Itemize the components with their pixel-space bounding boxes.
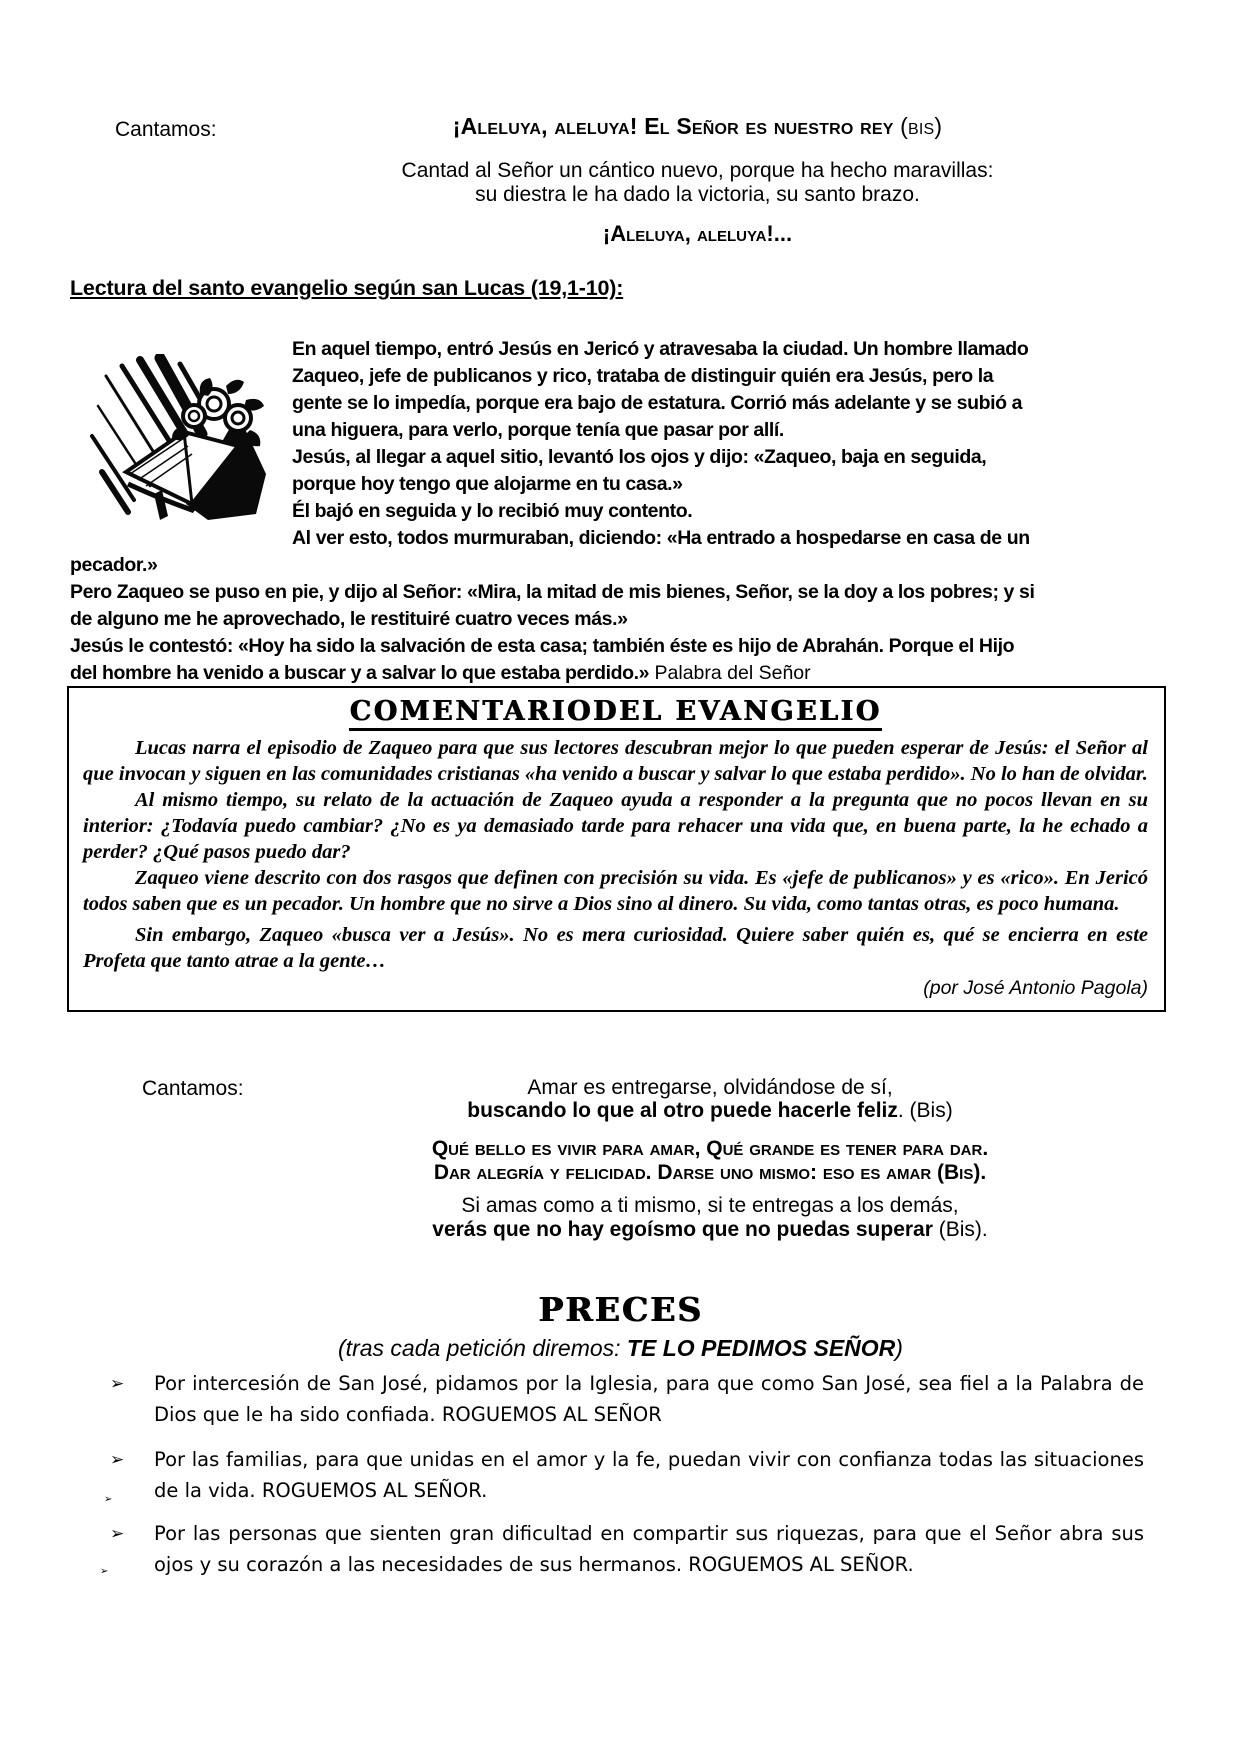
preces-instruction xyxy=(0,1335,1241,1362)
song1-title-text: ¡Aleluya, aleluya! El Señor es nuestro rey xyxy=(452,113,894,139)
arrowhead-bullet-icon: ➢ xyxy=(110,1450,125,1470)
song1-verse-line1: Cantad al Señor un cántico nuevo, porque ha hecho maravillas: xyxy=(401,159,994,182)
preces-list xyxy=(108,1368,1144,1594)
gospel-paragraph-5: Pero Zaqueo se puso en pie, y dijo al Señor: «Mira, la mitad de mis bienes, Señor, se la doy a los pobres; y si de alguno me he aprovechado, le restituiré cuatro veces más.» xyxy=(70,581,1035,630)
commentary-box xyxy=(67,686,1166,1012)
petition-text-3: Por las personas que sienten gran dificultad en compartir sus riquezas, para que el Señor abra sus ojos y su corazón a las necesidades de sus hermanos. ROGUEMOS AL SEÑOR. xyxy=(154,1522,1144,1576)
stray-arrowhead-bullet-icon: ➢ xyxy=(104,1494,113,1505)
stray-arrowhead-bullet-icon: ➢ xyxy=(100,1566,109,1577)
commentary-paragraph-4: Sin embargo, Zaqueo «busca ver a Jesús». No es mera curiosidad. Quiere saber quién es, qué se encierra en este Profeta que tanto atrae a la gente… xyxy=(83,924,1148,972)
preces-title: PRECES xyxy=(538,1290,703,1329)
preces-instruction-suffix: ) xyxy=(895,1335,903,1361)
gospel-body xyxy=(70,336,1035,687)
petition-item-1 xyxy=(108,1368,1144,1430)
petition-text-2: Por las familias, para que unidas en el amor y la fe, puedan vivir con confianza todas las situaciones de la vida. ROGUEMOS AL SEÑOR. xyxy=(154,1448,1144,1502)
song2-line4-bold: verás que no hay egoísmo que no puedas superar xyxy=(432,1218,933,1241)
song2-line4 xyxy=(280,1218,1140,1242)
song1-verse-line2: su diestra le ha dado la victoria, su santo brazo. xyxy=(475,183,920,206)
gospel-paragraph-4: Al ver esto, todos murmuraban, diciendo: «Ha entrado a hospedarse en casa de un pecador.» xyxy=(70,527,1030,576)
cantamos-label-1: Cantamos: xyxy=(115,118,217,141)
song2-chorus-line2: Dar alegría y felicidad. Darse uno mismo: eso es amar (Bis). xyxy=(433,1161,987,1184)
commentary-title xyxy=(83,696,1148,727)
preces-instruction-prefix: (tras cada petición diremos: xyxy=(338,1335,627,1361)
song2-line2-tail: . (Bis) xyxy=(897,1099,953,1122)
gospel-heading: Lectura del santo evangelio según san Lucas (19,1-10): xyxy=(70,276,624,300)
preces-instruction-response: TE LO PEDIMOS SEÑOR xyxy=(626,1335,896,1361)
song1-title xyxy=(280,113,1115,140)
palabra-del-senor: Palabra del Señor xyxy=(649,662,811,684)
song1-title-bis: (bis) xyxy=(893,113,943,139)
song2-line4-tail: (Bis). xyxy=(932,1218,988,1241)
commentary-paragraph-1: Lucas narra el episodio de Zaqueo para que sus lectores descubran mejor lo que pueden esperar de Jesús: el Señor al que invocan y siguen en las comunidades cristianas «ha venido a buscar y salvar lo que estaba perdido». No lo han de olvidar. xyxy=(83,737,1148,785)
song2-line2-bold: buscando lo que al otro puede hacerle feliz xyxy=(467,1099,898,1122)
arrowhead-bullet-icon: ➢ xyxy=(110,1374,125,1394)
commentary-paragraph-3: Zaqueo viene descrito con dos rasgos que definen con precisión su vida. Es «jefe de publicanos» y es «rico». En Jericó todos saben que es un pecador. Un hombre que no sirve a Dios sino al dinero. Su vida, como tantas otras, es poco humana. xyxy=(83,867,1148,915)
gospel-paragraph-6 xyxy=(70,633,1035,687)
gospel-paragraph-2: Jesús, al llegar a aquel sitio, levantó los ojos y dijo: «Zaqueo, baja en seguida, porque hoy tengo que alojarme en tu casa.» xyxy=(292,446,987,495)
arrowhead-bullet-icon: ➢ xyxy=(110,1524,125,1544)
cantamos-label-2: Cantamos: xyxy=(142,1077,244,1100)
gospel-paragraph-3: Él bajó en seguida y lo recibió muy contento. xyxy=(292,500,693,522)
song2-line1: Amar es entregarse, olvidándose de sí, xyxy=(527,1076,893,1099)
commentary-attribution: (por José Antonio Pagola) xyxy=(923,977,1148,999)
song2-line2 xyxy=(280,1099,1140,1123)
petition-item-2 xyxy=(108,1444,1144,1506)
gospel-paragraph-1: En aquel tiempo, entró Jesús en Jericó y atravesaba la ciudad. Un hombre llamado Zaqueo, jefe de publicanos y rico, trataba de distinguir quién era Jesús, pero la gente se lo impedía, porque era bajo de estatura. Corrió más adelante y se subió a una higuera, para verlo, porque tenía que pasar por allí. xyxy=(292,338,1029,441)
commentary-title-text: COMENTARIODEL EVANGELIO xyxy=(349,696,881,731)
song2-line3: Si amas como a ti mismo, si te entregas a los demás, xyxy=(461,1194,959,1217)
commentary-body xyxy=(83,735,1148,974)
gospel-final-bold: Jesús le contestó: «Hoy ha sido la salvación de esta casa; también éste es hijo de Abrahán. Porque el Hijo del hombre ha venido a buscar y a salvar lo que estaba perdido.» xyxy=(70,635,1015,684)
song1-refrain: ¡Aleluya, aleluya!... xyxy=(602,221,793,246)
petition-text-1: Por intercesión de San José, pidamos por la Iglesia, para que como San José, sea fiel a la Palabra de Dios que le ha sido confiada. ROGUEMOS AL SEÑOR xyxy=(154,1372,1144,1426)
commentary-paragraph-2: Al mismo tiempo, su relato de la actuación de Zaqueo ayuda a responder a la pregunta que no pocos llevan en su interior: ¿Todavía puedo cambiar? ¿No es ya demasiado tarde para rehacer una vida que, en buena parte, la he echado a perder? ¿Qué pasos puedo dar? xyxy=(83,789,1148,863)
song2-chorus-line1: Qué bello es vivir para amar, Qué grande es tener para dar. xyxy=(431,1137,989,1160)
bible-roses-image xyxy=(70,342,292,538)
petition-item-3 xyxy=(108,1518,1144,1580)
